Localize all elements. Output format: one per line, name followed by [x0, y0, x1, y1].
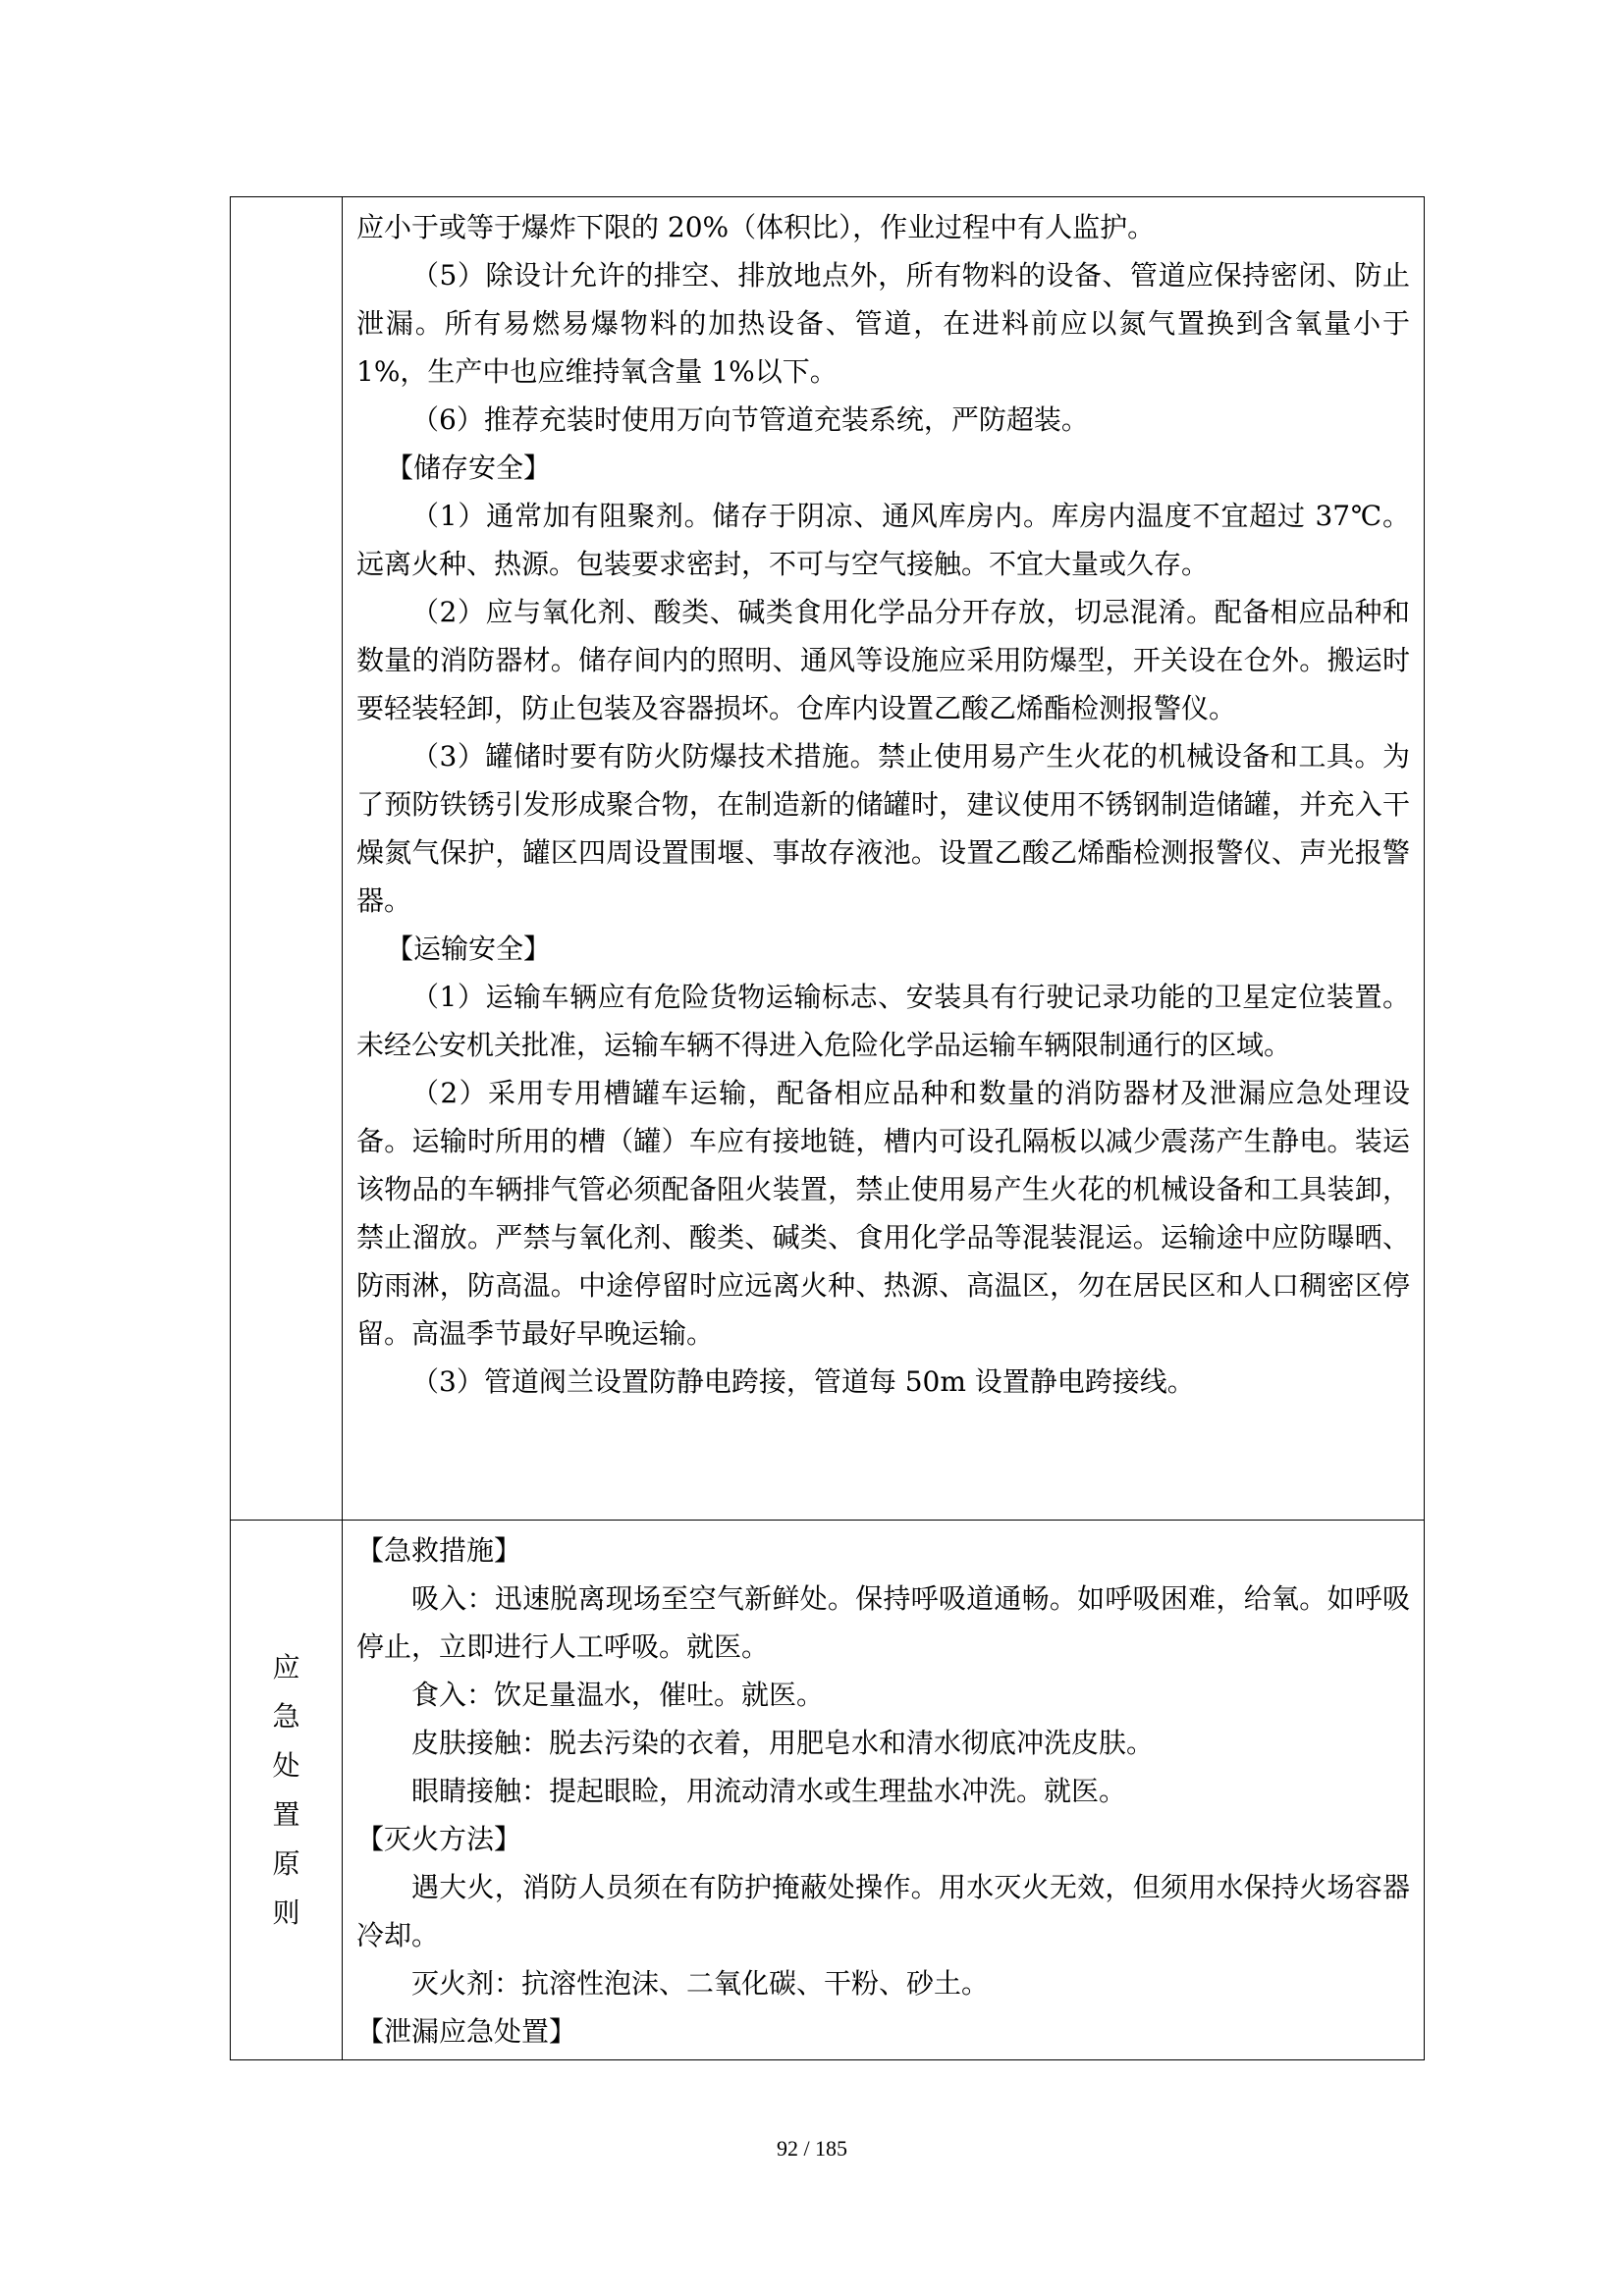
- paragraph: （6）推荐充装时使用万向节管道充装系统，严防超装。: [411, 403, 1089, 436]
- content-table: [230, 196, 1425, 2060]
- paragraph: （1）运输车辆应有危险货物运输标志、安装具有行驶记录功能的卫星定位装置。未经公安机关批准，运输车辆不得进入危险化学品运输车辆限制通行的区域。: [356, 981, 1410, 1061]
- section-title: 【泄漏应急处置】: [356, 2015, 577, 2048]
- storage-transport-content: [356, 203, 1410, 1406]
- label-char: 处: [272, 1748, 300, 1782]
- paragraph: （2）应与氧化剂、酸类、碱类食用化学品分开存放，切忌混淆。配备相应品种和数量的消防器材。储存间内的照明、通风等设施应采用防爆型，开关设在仓外。搬运时要轻装轻卸，防止包装及容器损坏。仓库内设置乙酸乙烯酯检测报警仪。: [356, 596, 1410, 724]
- paragraph: 眼睛接触：提起眼睑，用流动清水或生理盐水冲洗。就医。: [411, 1775, 1127, 1807]
- page-number: 92 / 185: [776, 2136, 848, 2161]
- row-label-cell-empty: [231, 197, 343, 1521]
- section-title: 【储存安全】: [386, 452, 552, 484]
- section-title: 【运输安全】: [386, 933, 552, 965]
- paragraph: 食入：饮足量温水，催吐。就医。: [411, 1679, 825, 1711]
- paragraph: 应小于或等于爆炸下限的 20%（体积比），作业过程中有人监护。: [356, 211, 1156, 243]
- table-row-emergency: [231, 1521, 1425, 2060]
- label-char: 原: [272, 1846, 300, 1880]
- paragraph: 灭火剂：抗溶性泡沫、二氧化碳、干粉、砂土。: [411, 1967, 990, 2000]
- paragraph: 皮肤接触：脱去污染的衣着，用肥皂水和清水彻底冲洗皮肤。: [411, 1727, 1155, 1759]
- row-label-cell-emergency: [231, 1521, 343, 2060]
- emergency-label: [231, 1643, 342, 1938]
- label-char: 置: [272, 1797, 300, 1831]
- paragraph: （5）除设计允许的排空、排放地点外，所有物料的设备、管道应保持密闭、防止泄漏。所有易燃易爆物料的加热设备、管道，在进料前应以氮气置换到含氧量小于 1%，生产中也应维持氧含量 1%以下。: [356, 259, 1410, 388]
- row-content-cell: [343, 1521, 1425, 2060]
- table-row-storage-transport: [231, 197, 1425, 1521]
- section-title: 【急救措施】: [356, 1534, 522, 1567]
- section-title: 【灭火方法】: [356, 1823, 522, 1855]
- label-char: 则: [272, 1896, 300, 1929]
- paragraph: 吸入：迅速脱离现场至空气新鲜处。保持呼吸道通畅。如呼吸困难，给氧。如呼吸停止，立即进行人工呼吸。就医。: [356, 1582, 1410, 1663]
- emergency-label-text: [272, 1643, 299, 1938]
- emergency-content: [356, 1526, 1410, 2056]
- label-char: 应: [272, 1650, 300, 1683]
- label-char: 急: [272, 1699, 300, 1733]
- row-content-cell: [343, 197, 1425, 1521]
- paragraph: （3）罐储时要有防火防爆技术措施。禁止使用易产生火花的机械设备和工具。为了预防铁锈引发形成聚合物，在制造新的储罐时，建议使用不锈钢制造储罐，并充入干燥氮气保护，罐区四周设置围堰、事故存液池。设置乙酸乙烯酯检测报警仪、声光报警器。: [356, 740, 1410, 917]
- paragraph: 遇大火，消防人员须在有防护掩蔽处操作。用水灭火无效，但须用水保持火场容器冷却。: [356, 1871, 1410, 1951]
- paragraph: （1）通常加有阻聚剂。储存于阴凉、通风库房内。库房内温度不宜超过 37℃。远离火种、热源。包装要求密封，不可与空气接触。不宜大量或久存。: [356, 500, 1410, 580]
- paragraph: （2）采用专用槽罐车运输，配备相应品种和数量的消防器材及泄漏应急处理设备。运输时所用的槽（罐）车应有接地链，槽内可设孔隔板以减少震荡产生静电。装运该物品的车辆排气管必须配备阻火装置，禁止使用易产生火花的机械设备和工具装卸，禁止溜放。严禁与氧化剂、酸类、碱类、食用化学品等混装混运。运输途中应防曝晒、防雨淋，防高温。中途停留时应远离火种、热源、高温区，勿在居民区和人口稠密区停留。高温季节最好早晚运输。: [356, 1077, 1410, 1350]
- paragraph: （3）管道阀兰设置防静电跨接，管道每 50m 设置静电跨接线。: [411, 1365, 1195, 1398]
